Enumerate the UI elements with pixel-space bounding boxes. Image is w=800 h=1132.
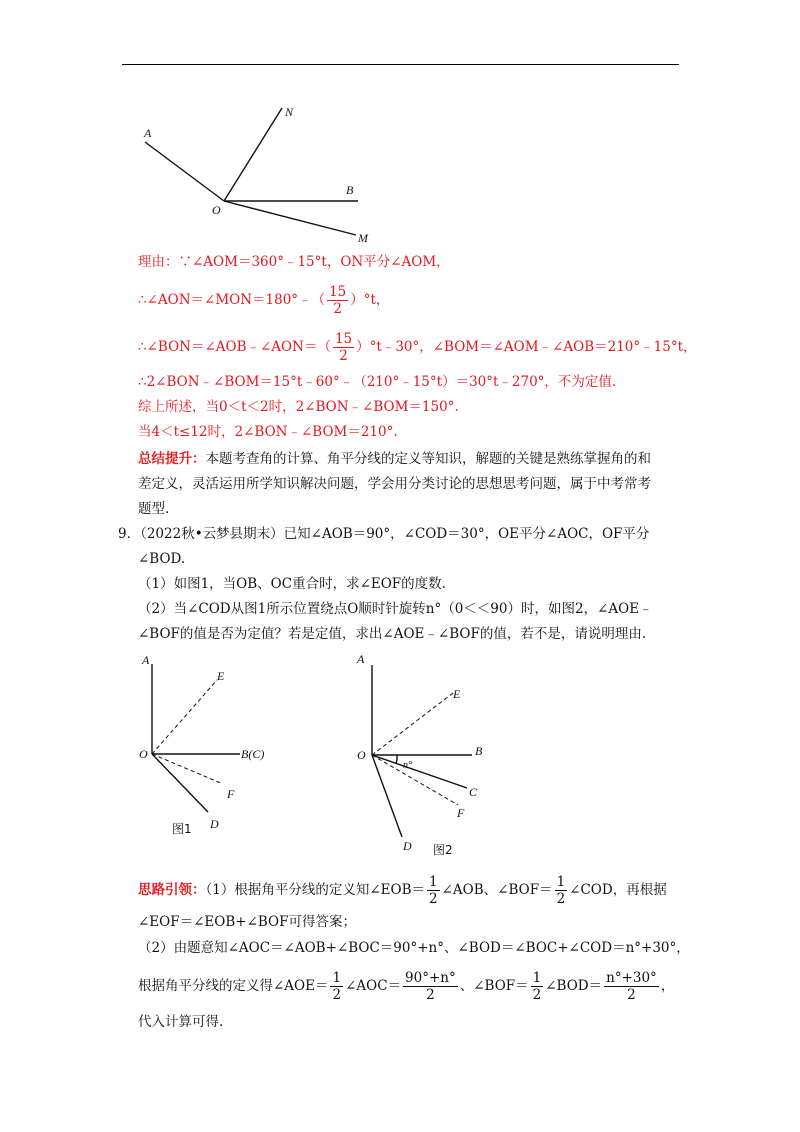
problem-9: 9．（2022秋•云梦县期末）已知∠AOB＝90°，∠COD＝30°，OE平分∠AOC，OF平分 ∠BOD. [118, 526, 650, 567]
problem-9-questions: （1）如图1，当OB、OC重合时，求∠EOF的度数. （2）当∠COD从图1所示位置绕点O顺时针旋转n°（0＜＜90）时，如图2，∠AOE﹣ ∠BOF的值是否为定值？若是定值，求出∠AOE﹣∠BOF的值，若不是，请说明理由. [138, 576, 653, 642]
label-E: E [453, 687, 461, 701]
reason-line-6: 当4＜t≤12时，2∠BON﹣∠BOM＝210°. [138, 424, 398, 440]
label-O: O [212, 203, 221, 217]
label-O: O [357, 748, 366, 762]
label-A: A [357, 652, 365, 666]
hint-line-2: ∠EOF＝∠EOB+∠BOF可得答案； [138, 914, 356, 930]
label-O: O [139, 747, 148, 761]
label-B: B [346, 183, 354, 197]
label-A: A [144, 126, 152, 140]
label-n: n° [403, 760, 412, 771]
ray-ON [224, 108, 282, 201]
caption-figure-2: 图2 [433, 843, 453, 857]
figure-1 [135, 650, 295, 845]
reason-line-1: 理由：∵∠AOM＝360°﹣15°t，ON平分∠AOM， [138, 254, 450, 270]
label-F: F [227, 787, 235, 801]
reason-line-4: ∴2∠BON﹣∠BOM＝15°t﹣60°﹣（210°﹣15°t）＝30°t﹣270°，不为定值. [138, 374, 617, 390]
reason-line-2: ∴∠AON＝∠MON＝180°﹣（ $\frac{15}{2}$ ）°t， [138, 284, 390, 317]
ray-OA [145, 142, 224, 201]
label-BC: B(C) [241, 747, 265, 761]
label-A: A [142, 653, 150, 667]
label-B: B [475, 744, 483, 758]
hint-line-1: 思路引领：（1）根据角平分线的定义知∠EOB＝ $\frac{1}{2}$ ∠AOB、∠BOF＝ $\frac{1}{2}$ ∠COD，再根据 [138, 874, 667, 907]
label-F: F [457, 806, 465, 820]
hint-line-5: 代入计算可得. [138, 1014, 224, 1030]
reason-line-3: ∴∠BON＝∠AOB﹣∠AON＝（ $\frac{15}{2}$ ）°t﹣30°，∠BOM＝∠AOM﹣∠AOB＝210°﹣15°t， [138, 331, 697, 364]
label-N: N [285, 105, 294, 119]
label-D: D [403, 839, 412, 853]
label-E: E [217, 669, 225, 683]
ray-OM [224, 201, 356, 235]
header-rule [122, 64, 679, 65]
label-M: M [358, 231, 368, 245]
summary: 总结提升：本题考查角的计算、角平分线的定义等知识，解题的关键是熟练掌握角的和 差定义，灵活运用所学知识解决问题，学会用分类讨论的思想思考问题，属于中考常考 题型. [138, 451, 651, 517]
figure-angles-top [130, 100, 390, 250]
figure-2 [355, 645, 525, 860]
label-D: D [210, 817, 219, 831]
hint-line-3: （2）由题意知∠AOC＝∠AOB+∠BOC＝90°+n°、∠BOD＝∠BOC+∠COD＝n°+30°， [138, 940, 690, 956]
reason-line-5: 综上所述，当0＜t＜2时，2∠BON﹣∠BOM＝150°. [138, 399, 459, 415]
label-C: C [469, 785, 478, 799]
caption-figure-1: 图1 [172, 822, 192, 836]
hint-line-4: 根据角平分线的定义得∠AOE＝ $\frac{1}{2}$ ∠AOC＝ $\frac{90^\circ+n^\circ}{2}$ 、∠BOF＝ $\frac{1}{2}$ ∠BOD＝ $\frac{n^\circ+30^\circ}{2}$ ， [138, 970, 675, 1003]
